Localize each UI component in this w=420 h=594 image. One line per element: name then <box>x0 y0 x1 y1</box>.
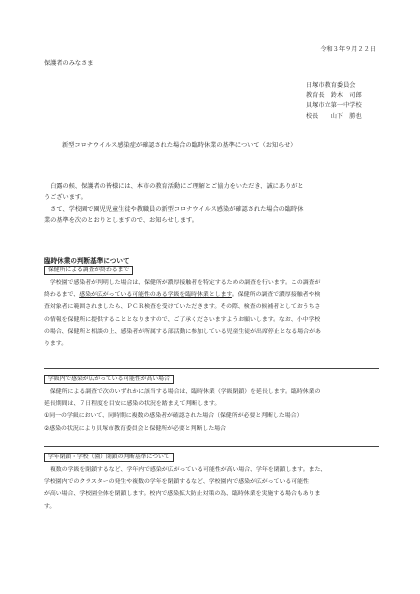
body-line: ②感染の状況により貝塚市教育委員会と保健所が必要と判断した場合 <box>44 425 226 432</box>
body-line: 保健所による調査で次のいずれかに該当する場合は、臨時休業（学級閉鎖）を延長します。臨時休業の <box>44 389 321 395</box>
section-label: 学年閉鎖・学校（園）閉鎖の判断基準について <box>44 453 174 462</box>
body-line: の情報を保健所に提供することとなりますので、ご了承くださいますようお願いします。なお、小中学校 <box>44 316 321 323</box>
intro-line: 白露の候、保護者の皆様には、本市の教育活動にご理解とご協力をいただき、誠にありがと <box>44 183 304 190</box>
body-line: 複数の学級を閉鎖するなど、学年内で感染が広がっている可能性が高い場合、学年を閉鎖します。また、 <box>44 467 327 473</box>
body-line: の場合、保健所と相談の上、感染者が所属する部活動に参加している児童生徒が出席停止となる場合があ <box>44 328 321 335</box>
section-body <box>44 464 384 513</box>
section-heading: 臨時休業の判断基準について <box>44 257 130 265</box>
document-title: 新型コロナウイルス感染症が確認された場合の臨時休業の基準について（お知らせ） <box>62 142 297 149</box>
sender-block <box>306 81 386 122</box>
sender-org: 日塚市教育委員会 <box>306 82 356 89</box>
body-line: ①同一の学級において、同時期に複数の感染者が確認された場合（保健所が必要と判断した場合） <box>44 413 303 420</box>
body-line: す。 <box>44 503 56 510</box>
body-line: が高い場合、学校園全体を閉鎖します。校内で感染拡大防止対策の為、臨時休業を実施する場合もありま <box>44 491 321 498</box>
body-line: ります。 <box>44 341 68 348</box>
body-line: 査対象者に範囲されましたら、ＰＣＲ検査を受けていただきます。その際、検査の候補者としておうちさ <box>44 304 321 311</box>
divider <box>44 446 379 447</box>
divider <box>44 368 379 369</box>
section-label: 学級内で感染が広がっている可能性が高い場合 <box>44 375 174 384</box>
sender-school: 貝塚市立第一中学校 <box>306 102 362 110</box>
intro-line: さて、学校園で園児児童生徒や教職員の新型コロナウイルス感染が確認された場合の臨時休 <box>44 205 304 213</box>
body-line: 学校園で感染者が判明した場合は、保健所が濃厚接触者を特定するための調査を行います。この調査が <box>44 280 321 286</box>
sender-principal: 校長 山下 勝也 <box>306 112 362 120</box>
section-body <box>44 386 384 435</box>
intro-paragraph <box>44 181 384 227</box>
body-line: 終わるまで、感染が広がっている可能性のある学級を臨時休業とします。保健所の調査で濃厚接触者や検 <box>44 292 321 299</box>
document-date: 令和３年９月２２日 <box>320 46 376 53</box>
section-label: 保健所による調査が終わるまで <box>44 266 133 275</box>
intro-line: 業の基準を次のとおりとしますので、お知らせします。 <box>44 217 198 225</box>
sender-superintendent: 教育長 鈴木 司郎 <box>306 92 362 100</box>
section-body <box>44 277 384 350</box>
body-line: 延長期間は、７日程度を目安に感染の状況を踏まえて判断します。 <box>44 401 221 408</box>
intro-line: うございます。 <box>44 194 87 202</box>
body-line: 学校園内でのクラスターの発生や複数の学年を閉鎖するなど、学校園内で感染が広がっている可能性 <box>44 479 309 486</box>
recipient: 保護者のみなさま <box>44 60 94 67</box>
underlined-text: 感染が広がっている可能性のある学級を臨時休業とします <box>79 292 232 299</box>
